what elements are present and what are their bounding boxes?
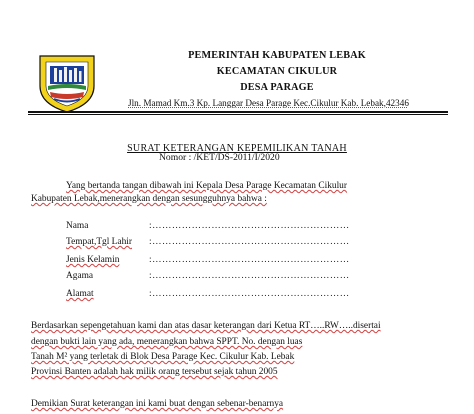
statement-line-1: Berdasarkan sepengetahuan kami dan atas dasar keterangan dari Ketua RT…..RW…..disertai bbox=[31, 321, 381, 331]
document-page: PEMERINTAH KABUPATEN LEBAK KECAMATAN CIKULUR DESA PARAGE Jln. Mamad Km.3 Kp. Langgar Desa Parage Kec.Cikulur Kab. Lebak,42346 SURAT KETERANGAN KEPEMILIKAN TANAH Nomor : /KET/DS-2011/I/2020 Yang bertanda tangan dibawah ini Kepala Desa Parage Kecamatan Cikulur Kabupaten Lebak,menerangkan dengan sesungguhnya bahwa : Nama :…………………………………………………… Tempat,Tgl Lahir :…………………………………………………… Jenis Kelamin :…………………………………………………… Agama :…………………………………………………… Alamat :…………………………………………………… Berdasarkan sepengetahuan kami dan atas dasar keterangan dari Ketua RT…..RW…..disertai dengan bukti lain yang ada, menerangkan bahwa SPPT. No. dengan luas Tanah M² yang terletak di Blok Desa Parage Kec. Cikulur Kab. Lebak Provinsi Banten adalah hak milik orang tersebut sejak tahun 2005 Demikian Surat keterangan ini kami buat dengan sebenar-benarnya bbox=[0, 0, 474, 414]
statement-line-3: Tanah M² yang terletak di Blok Desa Parage Kec. Cikulur Kab. Lebak bbox=[31, 352, 295, 362]
document-number: Nomor : /KET/DS-2011/I/2020 bbox=[159, 152, 280, 163]
header-village: DESA PARAGE bbox=[240, 82, 314, 93]
header-rule-thick bbox=[28, 111, 448, 113]
lebak-regency-emblem-icon bbox=[36, 52, 98, 114]
intro-line-1: Yang bertanda tangan dibawah ini Kepala Desa Parage Kecamatan Cikulur bbox=[66, 181, 347, 191]
statement-line-2: dengan bukti lain yang ada, menerangkan bahwa SPPT. No. dengan luas bbox=[31, 337, 303, 347]
closing-line: Demikian Surat keterangan ini kami buat dengan sebenar-benarnya bbox=[31, 399, 284, 409]
header-rule-thin bbox=[28, 114, 448, 115]
intro-line-2: Kabupaten Lebak,menerangkan dengan sesungguhnya bahwa : bbox=[31, 194, 267, 204]
header-district: KECAMATAN CIKULUR bbox=[216, 66, 338, 77]
header-regency: PEMERINTAH KABUPATEN LEBAK bbox=[188, 50, 366, 61]
letterhead bbox=[92, 49, 462, 98]
document-title: SURAT KETERANGAN KEPEMILIKAN TANAH bbox=[127, 143, 347, 154]
statement-line-4: Provinsi Banten adalah hak milik orang tersebut sejak tahun 2005 bbox=[31, 367, 278, 377]
header-address: Jln. Mamad Km.3 Kp. Langgar Desa Parage Kec.Cikulur Kab. Lebak,42346 bbox=[128, 98, 409, 108]
